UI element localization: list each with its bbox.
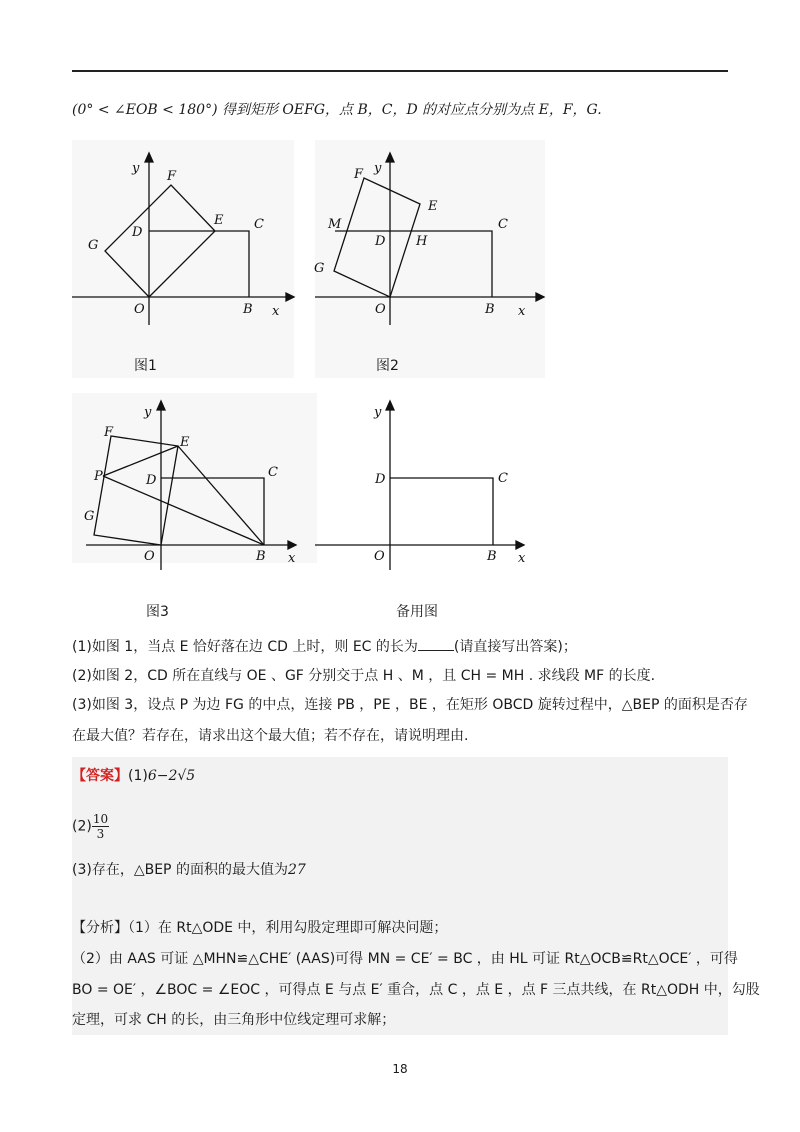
fig2-label-M: M (328, 217, 342, 232)
fig3-label-E: E (180, 435, 190, 450)
fig2-caption: 图2 (376, 358, 399, 374)
answer-3: (3)存在，△BEP 的面积的最大值为27 (72, 862, 306, 878)
answer-tag: 【答案】 (72, 768, 128, 784)
answer-1: 【答案】(1)6−2√5 (72, 768, 196, 784)
fig4-label-D: D (375, 472, 386, 487)
fig1-caption: 图1 (134, 358, 157, 374)
answer-blank (418, 638, 454, 651)
figure-4 (315, 401, 524, 570)
question-3-line-2: 在最大值？若存在，请求出这个最大值；若不存在，请说明理由. (72, 728, 469, 744)
figure-3 (72, 393, 317, 570)
fig3-caption: 图3 (146, 604, 169, 620)
fig3-label-D: D (146, 473, 157, 488)
fig4-label-C: C (498, 471, 508, 486)
fig2-label-G: G (314, 261, 325, 276)
analysis-tag: 【分析】 (72, 920, 128, 936)
fig4-caption: 备用图 (396, 604, 438, 620)
answer-2: (2) $\frac{10}{3}$ (72, 812, 109, 841)
fig2-label-D: D (375, 234, 386, 249)
fig4-label-B: B (487, 549, 497, 564)
fig1-label-E: E (214, 213, 224, 228)
fig3-label-O: O (144, 549, 155, 564)
fig1-label-x: x (272, 304, 280, 319)
fig3-label-y: y (144, 405, 152, 420)
analysis-line-1: 【分析】（1）在 Rt△ODE 中，利用勾股定理即可解决问题； (72, 920, 448, 936)
analysis-line-2: （2）由 AAS 可证 △MHN≌△CHE′ (AAS)可得 MN = CE′ = BC ，由 HL 可证 Rt△OCB≌Rt△OCE′ ，可得 (72, 951, 738, 967)
fig2-label-x: x (518, 304, 526, 319)
fig2-label-O: O (375, 302, 386, 317)
fig2-label-y: y (374, 161, 382, 176)
page-number: 18 (392, 1062, 408, 1076)
fig2-label-B: B (485, 302, 495, 317)
fig1-label-G: G (88, 238, 99, 253)
fig2-label-H: H (416, 234, 428, 249)
fig1-label-F: F (167, 169, 177, 184)
figure-2 (315, 140, 545, 378)
fig3-label-C: C (268, 465, 278, 480)
figure-1 (72, 140, 294, 378)
fig3-label-B: B (256, 549, 266, 564)
fig3-label-P: P (94, 469, 103, 484)
analysis-line-4: 定理，可求 CH 的长，由三角形中位线定理可求解； (72, 1012, 396, 1028)
intro-line: (0° < ∠EOB < 180°) 得到矩形 OEFG，点 B，C，D 的对应点分别为点 E，F，G. (72, 102, 602, 118)
question-2: (2)如图 2，CD 所在直线与 OE 、GF 分别交于点 H 、M ，且 CH = MH . 求线段 MF 的长度. (72, 668, 656, 684)
fig4-label-O: O (374, 549, 385, 564)
fig1-label-O: O (134, 302, 145, 317)
fig4-label-y: y (374, 405, 382, 420)
fig1-label-B: B (243, 302, 253, 317)
fig2-label-F: F (354, 167, 364, 182)
analysis-line-3: BO = OE′ ，∠BOC = ∠EOC ，可得点 E 与点 E′ 重合，点 C ，点 E ，点 F 三点共线，在 Rt△ODH 中，勾股 (72, 982, 760, 998)
fig3-label-x: x (288, 551, 296, 566)
fig3-label-F: F (104, 425, 114, 440)
fig2-label-E: E (428, 199, 438, 214)
question-1: (1)如图 1，当点 E 恰好落在边 CD 上时，则 EC 的长为 (请直接写出答案)； (72, 639, 577, 655)
fig1-label-y: y (132, 161, 140, 176)
fig1-label-C: C (254, 217, 264, 232)
header-rule (72, 70, 728, 72)
fig2-label-C: C (498, 217, 508, 232)
question-3-line-1: (3)如图 3，设点 P 为边 FG 的中点，连接 PB ，PE ，BE ，在矩形 OBCD 旋转过程中，△BEP 的面积是否存 (72, 697, 748, 713)
fig4-label-x: x (518, 551, 526, 566)
fig1-label-D: D (132, 225, 143, 240)
fig3-label-G: G (84, 509, 95, 524)
figures-panel (72, 140, 728, 620)
answer-2-fraction: $\frac{10}{3}$ (92, 812, 109, 841)
